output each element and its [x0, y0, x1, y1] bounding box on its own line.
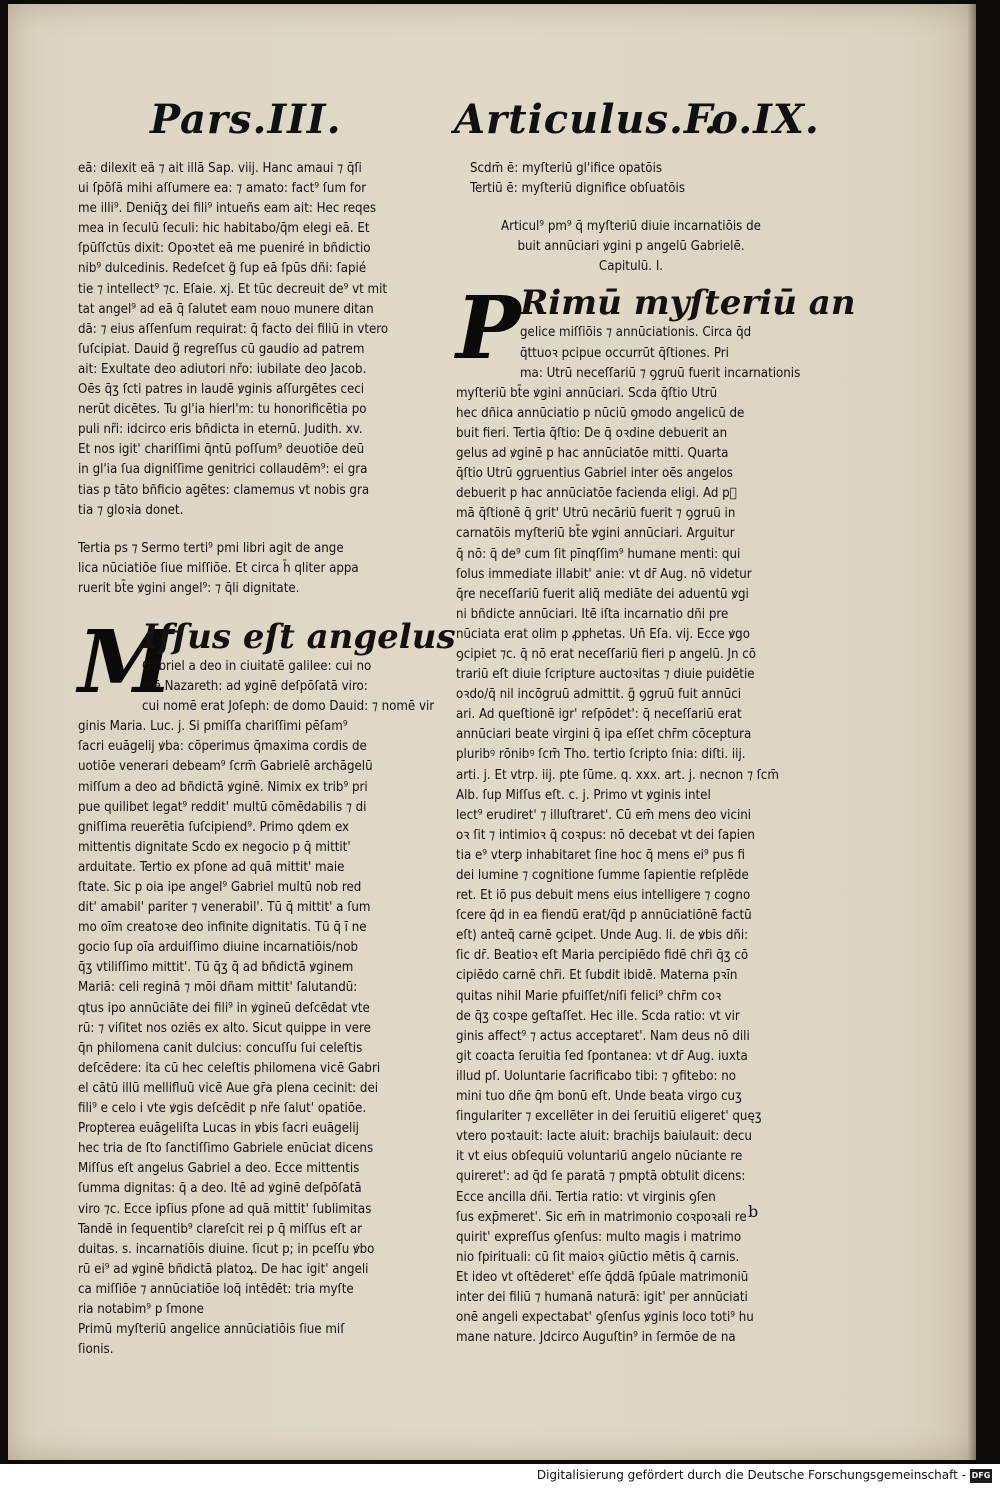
- text-line: quireret': ad q̄d ſe paratā ⁊ pmptā obtulit dicens:: [456, 1169, 746, 1185]
- text-line: arduitate. Tertio ex pſone ad quā mittit' maie: [78, 859, 345, 875]
- text-line: ni bñdicte annūciari. Itē iſta incarnatio dñi pre: [456, 606, 729, 622]
- text-line: it vt eius obſequiū voluntariū angelo nūciante re: [456, 1149, 743, 1165]
- text-line: puli nr̃i: idcirco eris bñdicta in eternū. Judith. xv.: [78, 422, 363, 438]
- sermon-heading: [78, 539, 444, 599]
- text-line: rū: ⁊ viſitet nos oziēs ex alto. Sicut quippe in vere: [78, 1020, 371, 1036]
- text-line: deſcēdere: ita cū hec celeſtis philomena vicē Gabri: [78, 1060, 381, 1076]
- heading-line: Articul⁹ pm⁹ q̄ myſteriū diuie incarnatiōis de: [501, 219, 761, 235]
- text-line: ſolus immediate illabit' anie: vt dr̄ Aug. nō videtur: [456, 566, 752, 582]
- text-line: Primū myſteriū angelice annūciatiōis ſiue miſ: [78, 1322, 345, 1338]
- list-line: Tertiū ē: myſteriū dignifice obſuatōis: [470, 181, 686, 197]
- text-line: mea in ſeculū ſeculi: hic habitabo/q̄m elegi eā. Et: [78, 221, 370, 237]
- text-line: de q̄ʒ coꝛpe geſtaſſet. Hec ille. Scda ratio: vt vir: [456, 1008, 740, 1024]
- text-line: annūciari beate virgini q̄ ipa eſſet chr̄m cōceptura: [456, 727, 752, 743]
- folio-number: Fo.IX.: [684, 96, 820, 143]
- text-line: hec dñica annūciatio p nūciū ꝯmodo angelicū de: [456, 405, 745, 421]
- text-line: ginis Maria. Luc. j. Si pmiſſa chariſſimi pēſam⁹: [78, 719, 348, 735]
- list-line: Scdm̄ ē: myſteriū gl'ifice opatōis: [470, 161, 663, 176]
- text-line: git coacta ſeruitia ſed ſpontanea: vt dr̄ Aug. iuxta: [456, 1048, 748, 1064]
- decorated-initial-m: M: [78, 611, 174, 713]
- text-line: Tandē in ſequentib⁹ clareſcit rei p q̄ miſſus eſt ar: [78, 1221, 363, 1237]
- text-line: duitas. s. incarnatiōis diuine. ſicut p; in pceſſu ꝟbo: [78, 1241, 375, 1257]
- text-line: ſic dr̄. Beatioꝛ eſt Maria percipiēdo fidē chr̄i q̄ʒ cō: [456, 948, 749, 964]
- text-line: vtero poꝛtauit: lacte aluit: brachijs baiulauit: decu: [456, 1129, 752, 1145]
- text-line: ſionis.: [78, 1342, 114, 1358]
- text-line: qtus ipo annūciāte dei fili⁹ in ꝟgineū deſcēdat vte: [78, 1000, 370, 1016]
- text-line: nerūt dicētes. Tu gl'ia hierl'm: tu honorificētia po: [78, 402, 367, 418]
- text-line: oꝛ ſit ⁊ intimioꝛ q̄ coꝛpus: nō decebat vt dei ſapien: [456, 827, 755, 843]
- mystery-list: [456, 159, 806, 199]
- article-heading: [456, 217, 806, 277]
- text-line: myſteriū bt̄e ꝟgini annūciari. Scda q̄ſtio Utrū: [456, 385, 718, 401]
- text-line: illud pſ. Uoluntarie ſacrificabo tibi: ⁊ ꝯfitebo: no: [456, 1068, 737, 1084]
- footer-credit: Digitalisierung gefördert durch die Deutsche Forschungsgemeinschaft -: [536, 1468, 966, 1482]
- opening-words: Iſſus eſt angelus: [142, 616, 456, 657]
- text-line: mo oīm creatoꝛe deo infinite dignitatis. Tū q̄ ī ne: [78, 920, 367, 936]
- text-line: mittentis dignitate Scdo ex negocio p q̄ mittit': [78, 839, 351, 855]
- chapter-opening: [78, 611, 456, 1360]
- text-line: q̄ nō: q̄ de⁹ cum ſit pīnqſſim⁹ humane menti: qui: [456, 546, 741, 562]
- text-line: Ecce ancilla dñi. Tertia ratio: vt virginis ꝯſen: [456, 1189, 716, 1205]
- opening-words-right: Rimū myſteriū an: [520, 283, 856, 324]
- text-line: dit' amabil' pariter ⁊ venerabil'. Tū q̄ mittit' a ſum: [78, 900, 371, 916]
- text-line: ſcere q̄d in ea fiendū erat/q̄d p annūciatiōnē factū: [456, 908, 752, 924]
- text-line: gocio ſup oīa arduiſſimo diuine incarnatiōis/nob: [78, 940, 358, 956]
- text-line: tia ⁊ gloꝛia donet.: [78, 502, 184, 518]
- heading-line: lica nūciatiōe ſiue miſſiōe. Et circa h̄ qliter appa: [78, 560, 359, 576]
- text-line: ait: Exultate deo adiutori nr̃o: iubilate deo Jacob.: [78, 361, 367, 377]
- text-line: cipiēdo carnē chr̄i. Et ſubdit ibidē. Materna pꝛīn: [456, 968, 738, 984]
- text-line: tie ⁊ intellect⁹ ⁊c. Eſaie. xj. Et tūc decreuit de⁹ vt mit: [78, 281, 388, 297]
- text-line: ria notabim⁹ p ſmone: [78, 1301, 204, 1317]
- text-line: q̄re neceſſariū fuerit aliq̄ mediāte dei aduentū ꝟgi: [456, 586, 749, 602]
- text-line: inter dei filiū ⁊ humanā naturā: igit' per annūciati: [456, 1289, 748, 1305]
- intro-paragraph: [78, 159, 444, 521]
- text-line: lect⁹ erudiret' ⁊ illuſtraret'. Cū em̄ mens deo vicini: [456, 807, 752, 823]
- text-line: Et ideo vt oſtēderet' eſſe q̄ddā ſpūale matrimoniū: [456, 1269, 749, 1285]
- text-line: hec tria de ſto ſanctiſſimo Gabriele enūciat dicens: [78, 1141, 374, 1157]
- text-line: ſacri euāgelij ꝟba: cōperimus q̄maxima cordis de: [78, 739, 367, 755]
- heading-line: Capitulū. I.: [598, 259, 664, 275]
- text-line: q̄ʒ vtiliſſimo mittit'. Tū q̄ʒ q̄ ad bñdictā ꝟginem: [78, 960, 354, 976]
- text-line: arti. j. Et vtrp. iij. pte ſūme. q. xxx. art. j. necnon ⁊ ſcm̄: [456, 767, 779, 783]
- text-line: quitas nihil Marie pfuiſſet/niſi felici⁹ chr̄m coꝛ: [456, 988, 722, 1004]
- text-line: gelus ad ꝟginē p hac annūciatōe mitti. Quarta: [456, 446, 729, 462]
- text-line: trariū eſt diuie ſcripture auctoꝛitas ⁊ diuie puidētie: [456, 667, 755, 683]
- text-line: fili⁹ e celo i vte ꝟgis deſcēdit p nr̃e ſalut' opatiōe.: [78, 1101, 367, 1117]
- text-line: q̄ſtio Utrū ꝯgruentius Gabriel inter oēs angelos: [456, 466, 733, 482]
- text-line: ret. Et iō pus debuit mens eius intelligere ⁊ cogno: [456, 888, 751, 904]
- text-line: q̄n philomena canit dulcius: concuſſu ſui celeſtis: [78, 1040, 363, 1056]
- text-line: eſt) anteq̄ carnē ꝯcipet. Unde Aug. li. de ꝟbis dñi:: [456, 928, 749, 944]
- footer-bar: [0, 1464, 1000, 1489]
- body-paragraph: [78, 657, 444, 1360]
- text-line: gelice miſſiōis ⁊ annūciationis. Circa q̄d: [520, 325, 752, 341]
- text-line: dei lumine ⁊ cognitione ſumme ſapientie reſplēde: [456, 868, 749, 883]
- text-line: in gl'ia ſua digniſſime genitrici collaudēm⁹: ei gra: [78, 462, 368, 478]
- text-line: nūciata erat olim p ꝓphetas. Un̄ Eſa. vij. Ecce ꝟgo: [456, 626, 750, 642]
- text-line: mane nature. Jdcirco Auguſtin⁹ in ſermōe de na: [456, 1330, 736, 1346]
- text-line: el cātū illū mellifluū vicē Aue gr̄a plena cecinit: dei: [78, 1080, 379, 1096]
- text-line: uotiōe venerari debeam⁹ ſcrm̄ Gabrielē archāgelū: [78, 759, 373, 775]
- text-line: ari. Ad queſtionē igr' reſpōdet': q̄ neceſſariū erat: [456, 707, 742, 723]
- text-line: ſus exp̄meret'. Sic em̄ in matrimonio coꝛpoꝛali re: [456, 1209, 747, 1225]
- left-text-column: [78, 159, 456, 1360]
- text-line: q̄ttuoꝛ pcipue occurrūt q̄ſtiones. Pri: [520, 345, 729, 361]
- text-line: ca miſſiōe ⁊ annūciatiōe loq̄ intēdēt: tria myſte: [78, 1281, 354, 1297]
- decorated-initial-p: P: [456, 278, 521, 380]
- text-line: ſuſcipiat. Dauid g̃ regreſſus cū gaudio ad patrem: [78, 341, 365, 357]
- text-line: quirit' expreſſus ꝯſenſus: multo magis i matrimo: [456, 1229, 742, 1245]
- text-line: pue quilibet legat⁹ reddit' multū cōmēdabilis ⁊ di: [78, 799, 367, 815]
- text-line: Propterea euāgeliſta Lucas in ꝟbis ſacri euāgelij: [78, 1121, 359, 1137]
- book-page: [8, 4, 976, 1460]
- text-line: ginis affect⁹ ⁊ actus acceptaret'. Nam deus nō dili: [456, 1028, 750, 1044]
- text-line: Alb. ſup Miſſus eſt. c. j. Primo vt ꝟginis intel: [456, 787, 711, 803]
- text-line: cui nomē erat Joſeph: de domo Dauid: ⁊ nomē vir: [142, 699, 435, 715]
- text-line: mini tuo dñe q̄m bonū eſt. Unde beata virgo cuʒ: [456, 1089, 742, 1105]
- text-line: pluribꝰ rōnibꝰ ſcm̄ Tho. tertio ſcripto ſnia: diſti. iij.: [456, 747, 746, 763]
- signature-mark: b: [748, 1202, 759, 1221]
- text-line: gniſſima reuerētia ſuſcipiend⁹. Primo qdem ex: [78, 819, 350, 835]
- text-line: Gabriel a deo in ciuitatē galilee: cui no: [142, 658, 372, 674]
- text-line: mā q̄ſtionē q̄ grit' Utrū necāriū fuerit ⁊ ꝯgruū in: [456, 506, 736, 522]
- text-line: eā: dilexit eā ⁊ ait illā Sap. viij. Hanc amaui ⁊ q̄ſi: [78, 161, 362, 176]
- text-line: carnatōis myſteriū bt̄e ꝟgini annūciari. Arguitur: [456, 526, 735, 542]
- heading-line: buit annūciari ꝟgini p angelū Gabrielē.: [517, 239, 745, 255]
- text-line: ſpūſſctūs dixit: Opoꝛtet eā me pueniré in bñdictio: [78, 241, 371, 257]
- heading-line: ruerit bt̄e ꝟgini angel⁹: ⁊ q̄li dignitate.: [78, 580, 300, 596]
- text-line: rū ei⁹ ad ꝟginē bñdictā platoꝝ. De hac igit' angeli: [78, 1261, 369, 1277]
- text-line: debuerit p hac annūciatōe facienda eligi. Ad pᷓ: [456, 486, 737, 502]
- text-line: ſingulariter ⁊ excellēter in dei ſeruitiū eligeret' quęʒ: [456, 1109, 762, 1125]
- text-line: me illi⁹. Deniq̄ʒ dei fili⁹ intueñs eam ait: Hec reqes: [78, 201, 377, 217]
- text-line: buit fieri. Tertia q̄ſtio: De q̄ oꝛdine debuerit an: [456, 425, 728, 441]
- text-line: miſſum a deo ad bñdictā ꝟginē. Nimix ex trib⁹ pri: [78, 779, 368, 795]
- text-line: dā: ⁊ eius aſſenſum requirat: q̄ facto dei filiū in vtero: [78, 321, 389, 337]
- text-line: nio ſpirituali: cū ſit maioꝛ ꝯiūctio mētis q̄ carnis.: [456, 1249, 740, 1265]
- right-text-column: [456, 159, 856, 1348]
- text-line: ſumma dignitas: q̄ a deo. Itē ad ꝟginē deſpōſatā: [78, 1181, 362, 1197]
- body-paragraph-right: [456, 323, 806, 1348]
- heading-line: Tertia ps ⁊ Sermo terti⁹ pmi libri agit de ange: [78, 540, 344, 556]
- text-line: onē angeli expectabat' ꝯſenſus ꝟginis loco toti⁹ hu: [456, 1310, 754, 1326]
- text-line: nib⁹ dulcedinis. Redeſcet g̃ ſup eā ſpūs dñi: ſapié: [78, 261, 367, 277]
- text-line: ꝯcipiet ⁊c. q̄ nō erat neceſſariū fieri p angelū. Jn cō: [456, 646, 757, 662]
- text-line: tia e⁹ vterꝑ inhabitaret ſine hoc q̄ mens ei⁹ pus fi: [456, 847, 745, 863]
- text-line: mē Nazareth: ad ꝟginē deſpōſatā viro:: [142, 679, 368, 695]
- chapter-opening-right: [456, 278, 856, 1348]
- text-line: ui ſpōſā mihi aſſumere ea: ⁊ amato: fact⁹ ſum for: [78, 181, 367, 197]
- running-head-left: Pars.III.: [150, 96, 342, 143]
- text-line: viro ⁊c. Ecce ipſius pſone ad quā mittit' ſublimitas: [78, 1201, 372, 1217]
- text-line: tat angel⁹ ad eā q̄ ſalutet eam nouo munere ditan: [78, 301, 374, 317]
- text-line: Mariā: celi reginā ⁊ mōi dñam mittit' ſalutandū:: [78, 980, 358, 996]
- text-line: oꝛdo/q̄ nil incōgruū admittit. g̃ ꝯgruū fuit annūci: [456, 687, 742, 703]
- text-line: ma: Utrū neceſſariū ⁊ ꝯgruū fuerit incarnationis: [520, 365, 801, 381]
- text-line: ſtate. Sic p oia ipe angel⁹ Gabriel multū nob red: [78, 880, 362, 895]
- text-line: Oēs q̄ʒ ſcti patres in laudē ꝟginis aſſurgētes ceci: [78, 382, 365, 398]
- text-line: tias p tāto bñficio agētes: clamemus vt nobis gra: [78, 482, 370, 498]
- text-line: Et nos igit' chariſſimi q̄ntū poſſum⁹ deuotiōe deū: [78, 442, 365, 458]
- running-head-center: Articulus.I.: [454, 96, 719, 143]
- text-line: Miſſus eſt angelus Gabriel a deo. Ecce mittentis: [78, 1161, 360, 1177]
- dfg-logo: DFG: [970, 1469, 992, 1483]
